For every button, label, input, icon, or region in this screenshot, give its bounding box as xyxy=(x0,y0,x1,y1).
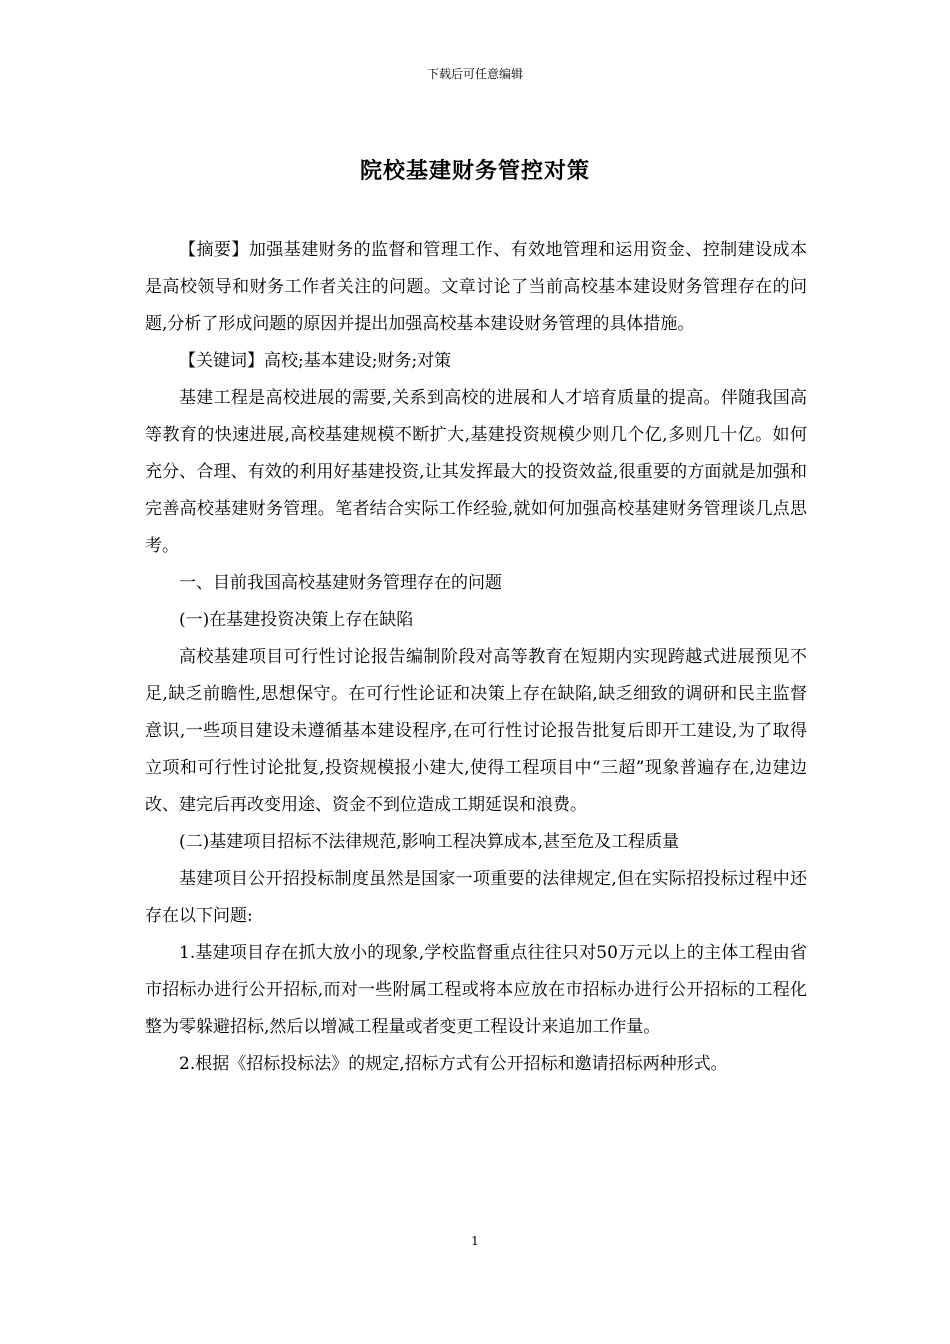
body-paragraph: 高校基建项目可行性讨论报告编制阶段对高等教育在短期内实现跨越式进展预见不足,缺乏前瞻性,思想保守。在可行性论证和决策上存在缺陷,缺乏细致的调研和民主监督意识,一些项目建设未遵循基本建设程序,在可行性讨论报告批复后即开工建设,为了取得立项和可行性讨论批复,投资规模报小建大,使得工程项目中“三超”现象普遍存在,边建边改、建完后再改变用途、资金不到位造成工期延误和浪费。 xyxy=(145,647,807,815)
document-body xyxy=(145,232,807,1083)
document-title: 院校基建财务管控对策 xyxy=(359,158,590,184)
list-item: 2.根据《招标投标法》的规定,招标方式有公开招标和邀请招标两种形式。 xyxy=(179,1054,728,1074)
list-item: 1.基建项目存在抓大放小的现象,学校监督重点往往只对50万元以上的主体工程由省市招标办进行公开招标,而对一些附属工程或将本应放在市招标办进行公开招标的工程化整为零躲避招标,然后以增减工程量或者变更工程设计来追加工作量。 xyxy=(145,943,807,1037)
section-heading: 一、目前我国高校基建财务管理存在的问题 xyxy=(179,573,502,593)
subsection-heading: (一)在基建投资决策上存在缺陷 xyxy=(179,610,414,630)
abstract-paragraph: 【摘要】加强基建财务的监督和管理工作、有效地管理和运用资金、控制建设成本是高校领导和财务工作者关注的问题。文章讨论了当前高校基本建设财务管理存在的问题,分析了形成问题的原因并提出加强高校基本建设财务管理的具体措施。 xyxy=(145,240,807,334)
subsection-heading: (二)基建项目招标不法律规范,影响工程决算成本,甚至危及工程质量 xyxy=(179,832,680,852)
body-paragraph: 基建项目公开招投标制度虽然是国家一项重要的法律规定,但在实际招投标过程中还存在以下问题: xyxy=(145,869,807,926)
page-header: 下载后可任意编辑 xyxy=(426,67,523,81)
keywords-paragraph: 【关键词】高校;基本建设;财务;对策 xyxy=(179,351,452,371)
page-number: 1 xyxy=(471,1234,479,1248)
body-paragraph: 基建工程是高校进展的需要,关系到高校的进展和人才培育质量的提高。伴随我国高等教育的快速进展,高校基建规模不断扩大,基建投资规模少则几个亿,多则几十亿。如何充分、合理、有效的利用好基建投资,让其发挥最大的投资效益,很重要的方面就是加强和完善高校基建财务管理。笔者结合实际工作经验,就如何加强高校基建财务管理谈几点思考。 xyxy=(145,388,807,556)
